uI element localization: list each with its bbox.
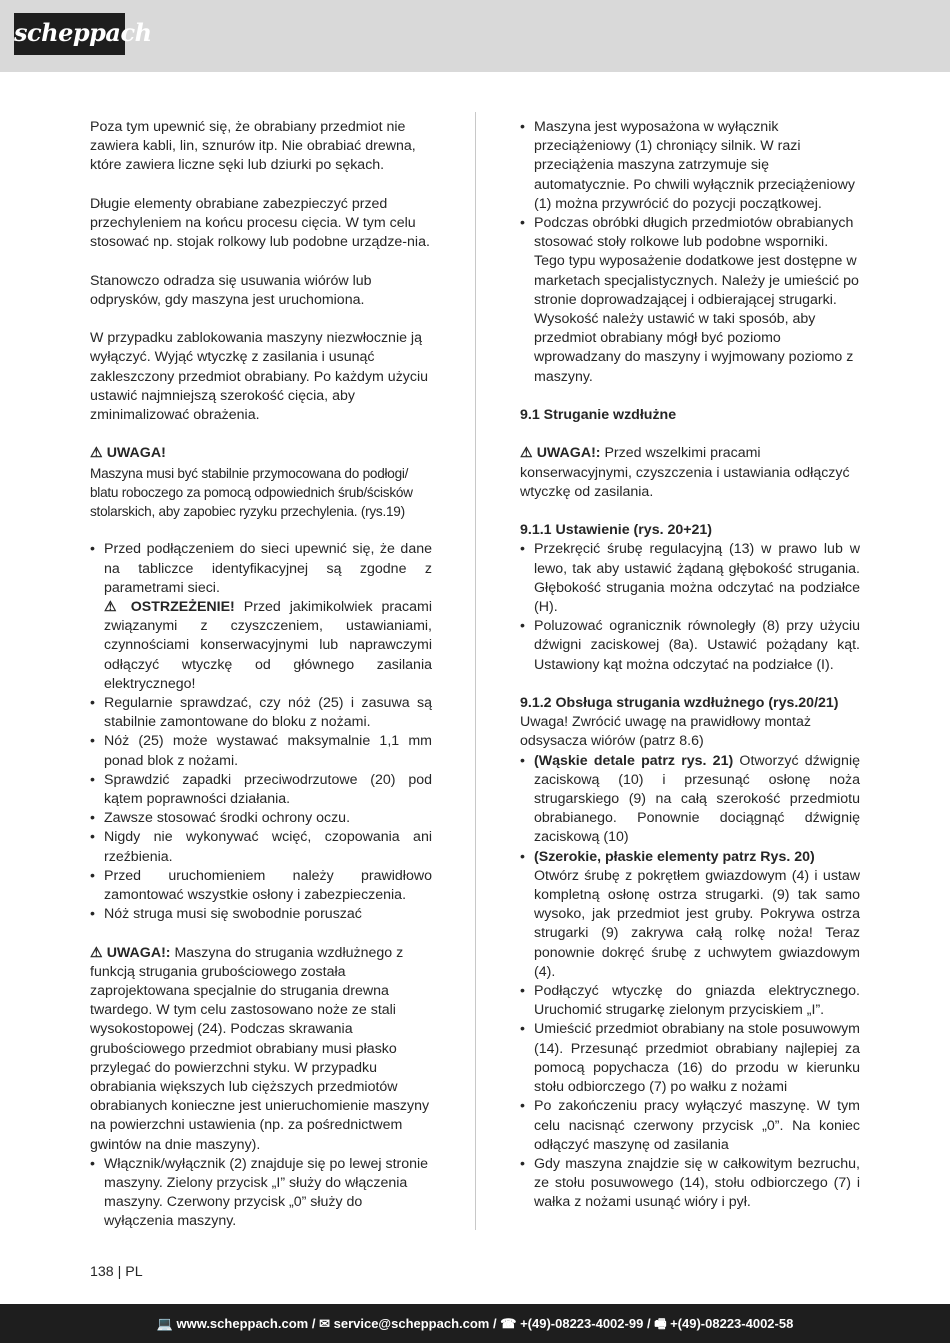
list-item: • Poluzować ogranicznik równoległy (8) przy użyciu dźwigni zaciskowej (8a). Ustawić pożądany kąt. Ustawiony kąt można odczytać na podziałce (I). (520, 617, 860, 675)
fax-icon: 🖷 (654, 1316, 667, 1331)
list-item: • Gdy maszyna znajdzie się w całkowitym bezruchu, ze stołu posuwowego (14), stołu odbiorczego (7) i wałka z nożami usunąć wióry i pył. (520, 1155, 860, 1213)
paragraph-long-elements: Długie elementy obrabiane zabezpieczyć przed przechyleniem na końcu procesu cięcia. W tym celu stosować np. stojak rolkowy lub podobne urządze-nia. (90, 195, 430, 251)
list-item: • Nigdy nie wykonywać wcięć, czopowania ani rzeźbienia. (90, 828, 432, 866)
list-item: • Zawsze stosować środki ochrony oczu. (90, 809, 432, 828)
setting-bullet-list (520, 540, 860, 674)
list-item: • Regularnie sprawdzać, czy nóż (25) i zasuwa są stabilnie zamontowane do bloku z nożami. (90, 694, 432, 732)
warning-text: Maszyna musi być stabilnie przymocowana do podłogi/ blatu roboczego za pomocą odpowiednich śrub/ścisków stolarskich, aby zapobiec ryzyku przechylenia. (rys.19) (90, 465, 413, 519)
computer-icon: 💻 (156, 1316, 173, 1331)
overload-bullet-list (520, 118, 860, 387)
warning-paragraph-hardwood (90, 944, 432, 1155)
warning-icon: ⚠ (90, 944, 103, 961)
switch-bullet-list (90, 1155, 432, 1232)
left-column (90, 118, 432, 1232)
safety-bullet-list-continued (90, 694, 432, 924)
column-divider (475, 112, 476, 1230)
section-heading-9-1: 9.1 Struganie wzdłużne (520, 407, 677, 424)
warning-paragraph-maintenance (520, 444, 860, 502)
ostrzezenie-paragraph (90, 598, 432, 694)
list-item: • Podczas obróbki długich przedmiotów obrabianych stosować stoły rolkowe lub podobne wsporniki. Tego typu wyposażenie dodatkowe jest dostępne w marketach specjalistycznych. Należy je umieścić po stronie doprowadzającej i odbierającej strugarki. Wysokość należy ustawić w taki sposób, aby przedmiot obrabiany mógł być poziomo wprowadzany do maszyny i wyjmowany poziomo z maszyny. (520, 214, 860, 387)
warning-title: UWAGA! (106, 445, 166, 462)
list-item: • Sprawdzić zapadki przeciwodrzutowe (20) pod kątem poprawności działania. (90, 771, 432, 809)
warning-block-fixing (90, 444, 432, 521)
right-column (520, 118, 860, 1213)
list-item: • Nóż (25) może wystawać maksymalnie 1,1 mm ponad blok z nożami. (90, 732, 432, 770)
warning-text: Maszyna do strugania wzdłużnego z funkcją strugania grubościowego została zaprojektowana specjalnie do strugania drewna twardego. W tym celu zastosowano noże ze stali wysokostopowej (24). Podczas skrawania grubościowego przedmiot obrabiany musi płasko przylegać do powierzchni styku. W przypadku obrabiania większych lub cięższych przedmiotów obrabianych konieczne jest unieruchomienie maszyny na powierzchni ustawienia (np. za pośrednictwem gwintów na dnie maszyny). (90, 944, 430, 1153)
list-item: • Przekręcić śrubę regulacyjną (13) w prawo lub w lewo, tak aby ustawić żądaną głębokość strugania. Głębokość strugania można odczytać na podziałce (H). (520, 540, 860, 617)
paragraph-blocked-machine: W przypadku zablokowania maszyny niezwłocznie ją wyłączyć. Wyjąć wtyczkę z zasilania i usunąć zakleszczony przedmiot obrabiany. Po każdym użyciu ustawić najmniejszą szerokość cięcia, aby zminimalizować obrażenia. (90, 330, 429, 423)
list-item: • Włącznik/wyłącznik (2) znajduje się po lewej stronie maszyny. Zielony przycisk „I” służy do włączenia maszyny. Czerwony przycisk „0” służy do wyłączenia maszyny. (90, 1155, 432, 1232)
operation-bullet-list (520, 752, 860, 1213)
warning-icon: ⚠ (104, 599, 122, 615)
paragraph-extractor-note: Uwaga! Zwrócić uwagę na prawidłowy montaż odsysacza wiórów (patrz 8.6) (520, 714, 811, 750)
list-item: • Przed uruchomieniem należy prawidłowo zamontować wszystkie osłony i zabezpieczenia. (90, 867, 432, 905)
warning-icon: ⚠ (520, 445, 533, 462)
list-item: • Podłączyć wtyczkę do gniazda elektrycznego. Uruchomić strugarkę zielonym przyciskiem „I”. (520, 982, 860, 1020)
list-item: • Po zakończeniu pracy wyłączyć maszynę. W tym celu nacisnąć czerwony przycisk „0”. Na koniec odłączyć maszynę od zasilania (520, 1097, 860, 1155)
mail-icon: ✉ (319, 1316, 330, 1331)
fax-number: +(49)-08223-4002-58 (670, 1316, 794, 1331)
warning-title: UWAGA!: (106, 944, 171, 961)
list-item: • Nóż struga musi się swobodnie poruszać (90, 905, 432, 924)
phone-number: +(49)-08223-4002-99 (520, 1316, 644, 1331)
list-item: • Przed podłączeniem do sieci upewnić się, że dane na tabliczce identyfikacyjnej są zgodne z parametrami sieci. (90, 540, 432, 598)
safety-bullet-list (90, 540, 432, 598)
email-link[interactable]: service@scheppach.com (333, 1316, 490, 1331)
footer-contact-bar: 💻 www.scheppach.com / ✉ service@scheppach.com / ☎ +(49)-08223-4002-99 / 🖷 +(49)-08223-4002-58 (0, 1304, 950, 1343)
list-item: • Maszyna jest wyposażona w wyłącznik przeciążeniowy (1) chroniący silnik. W razi przeciążenia maszyna zatrzymuje się automatycznie. Po chwili wyłącznik przeciążeniowy (1) można przywrócić do pozycji początkowej. (520, 118, 860, 214)
page-number: 138 | PL (90, 1264, 143, 1280)
phone-icon: ☎ (500, 1316, 517, 1331)
paragraph-chips-warning: Stanowczo odradza się usuwania wiórów lub odprysków, gdy maszyna jest uruchomiona. (90, 272, 372, 308)
scheppach-logo: scheppach (14, 13, 125, 55)
list-item: • (Wąskie detale patrz rys. 21) Otworzyć dźwignię zaciskową (10) i przesunąć osłonę noża strugarskiego (9) na całą szerokość przedmiotu obrabianego. Ponownie dociągnąć dźwignię zaciskową (10) (520, 752, 860, 848)
section-heading-9-1-2: 9.1.2 Obsługa strugania wzdłużnego (rys.20/21) (520, 695, 839, 712)
paragraph-workpiece-check: Poza tym upewnić się, że obrabiany przedmiot nie zawiera kabli, lin, sznurów itp. Nie obrabiać drewna, które zawiera liczne sęki lub dziurki po sękach. (90, 119, 416, 174)
section-heading-9-1-1: 9.1.1 Ustawienie (rys. 20+21) (520, 522, 713, 539)
warning-title: UWAGA!: (536, 445, 601, 462)
warning-icon: ⚠ (90, 445, 103, 462)
warning-text: Przed wszelkimi pracami konserwacyjnymi, czyszczenia i ustawiania odłączyć wtyczkę od zasilania. (520, 445, 850, 500)
header-band (0, 0, 950, 72)
website-link[interactable]: www.scheppach.com (176, 1316, 309, 1331)
ostrzezenie-text: Przed jakimikolwiek pracami związanymi z czyszczeniem, ustawianiami, czynnościami konserwacyjnymi lub naprawczymi odłączyć wtyczkę od głównego zasilania elektrycznego! (104, 599, 432, 692)
list-item: • (Szerokie, płaskie elementy patrz Rys. 20) Otwórz śrubę z pokrętłem gwiazdowym (4) i ustaw kompletną osłonę ostrza strugarki. (9) tak samo wysoko, jak przedmiot jest gruby. Pokrywa ostrza strugarki (9) zakrywa całą rolkę noża! Teraz ponownie dokręć śrubę z uchwytem gwiazdowym (4). (520, 848, 860, 982)
list-item: • Umieścić przedmiot obrabiany na stole posuwowym (14). Przesunąć przedmiot obrabiany najlepiej za pomocą popychacza (16) do przodu w kierunku stołu odbiorczego (7) po wałku z nożami (520, 1020, 860, 1097)
ostrzezenie-title: OSTRZEŻENIE! (130, 599, 235, 615)
